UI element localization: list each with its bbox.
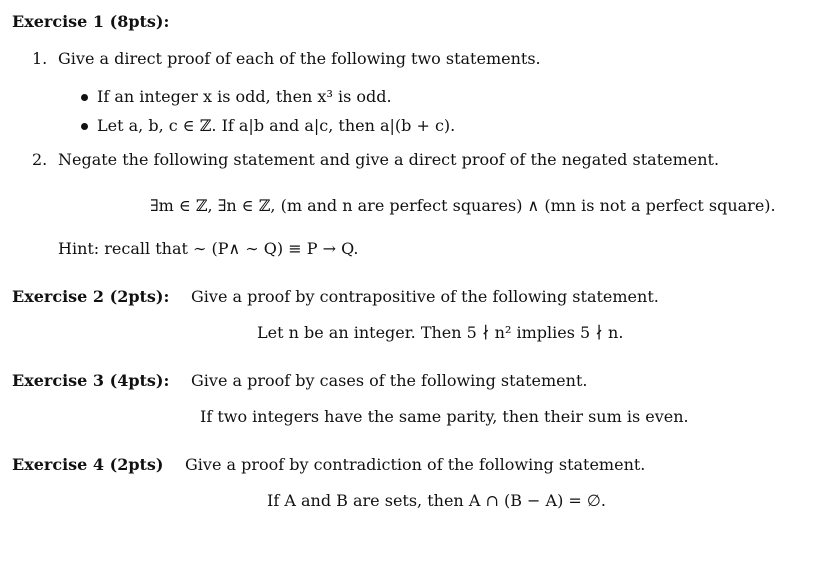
bullet-statement-1: If an integer x is odd, then x³ is odd.	[97, 87, 392, 106]
exercise-2-instruction: Give a proof by contrapositive of the following statement.	[191, 287, 659, 306]
exercise-4-instruction: Give a proof by contradiction of the following statement.	[185, 455, 646, 474]
exercise-1-title: Exercise 1 (8pts):	[12, 12, 170, 31]
exercise-2-statement: Let n be an integer. Then 5 ∤ n² implies 5 ∤ n.	[257, 323, 624, 342]
exercise-4-statement: If A and B are sets, then A ∩ (B − A) = ∅.	[267, 491, 606, 510]
exercise-4-title: Exercise 4 (2pts)	[12, 455, 164, 474]
bullet-statement-2: Let a, b, c ∈ ℤ. If a|b and a|c, then a|(b + c).	[97, 116, 456, 135]
item-1-text: Give a direct proof of each of the following two statements.	[58, 49, 541, 68]
bullet-icon	[81, 94, 88, 101]
exercise-3-statement: If two integers have the same parity, then their sum is even.	[200, 407, 689, 426]
item-1-number: 1.	[32, 49, 48, 68]
hint-text: Hint: recall that ∼ (P∧ ∼ Q) ≡ P → Q.	[58, 239, 359, 258]
item-2-text: Negate the following statement and give a direct proof of the negated statement.	[58, 150, 720, 169]
exercise-3-instruction: Give a proof by cases of the following statement.	[191, 371, 588, 390]
item-2-number: 2.	[32, 150, 48, 169]
negation-formula: ∃m ∈ ℤ, ∃n ∈ ℤ, (m and n are perfect squares) ∧ (mn is not a perfect square).	[150, 196, 776, 215]
exercise-2-title: Exercise 2 (2pts):	[12, 287, 170, 306]
exercise-3-title: Exercise 3 (4pts):	[12, 371, 170, 390]
bullet-icon	[81, 123, 88, 130]
